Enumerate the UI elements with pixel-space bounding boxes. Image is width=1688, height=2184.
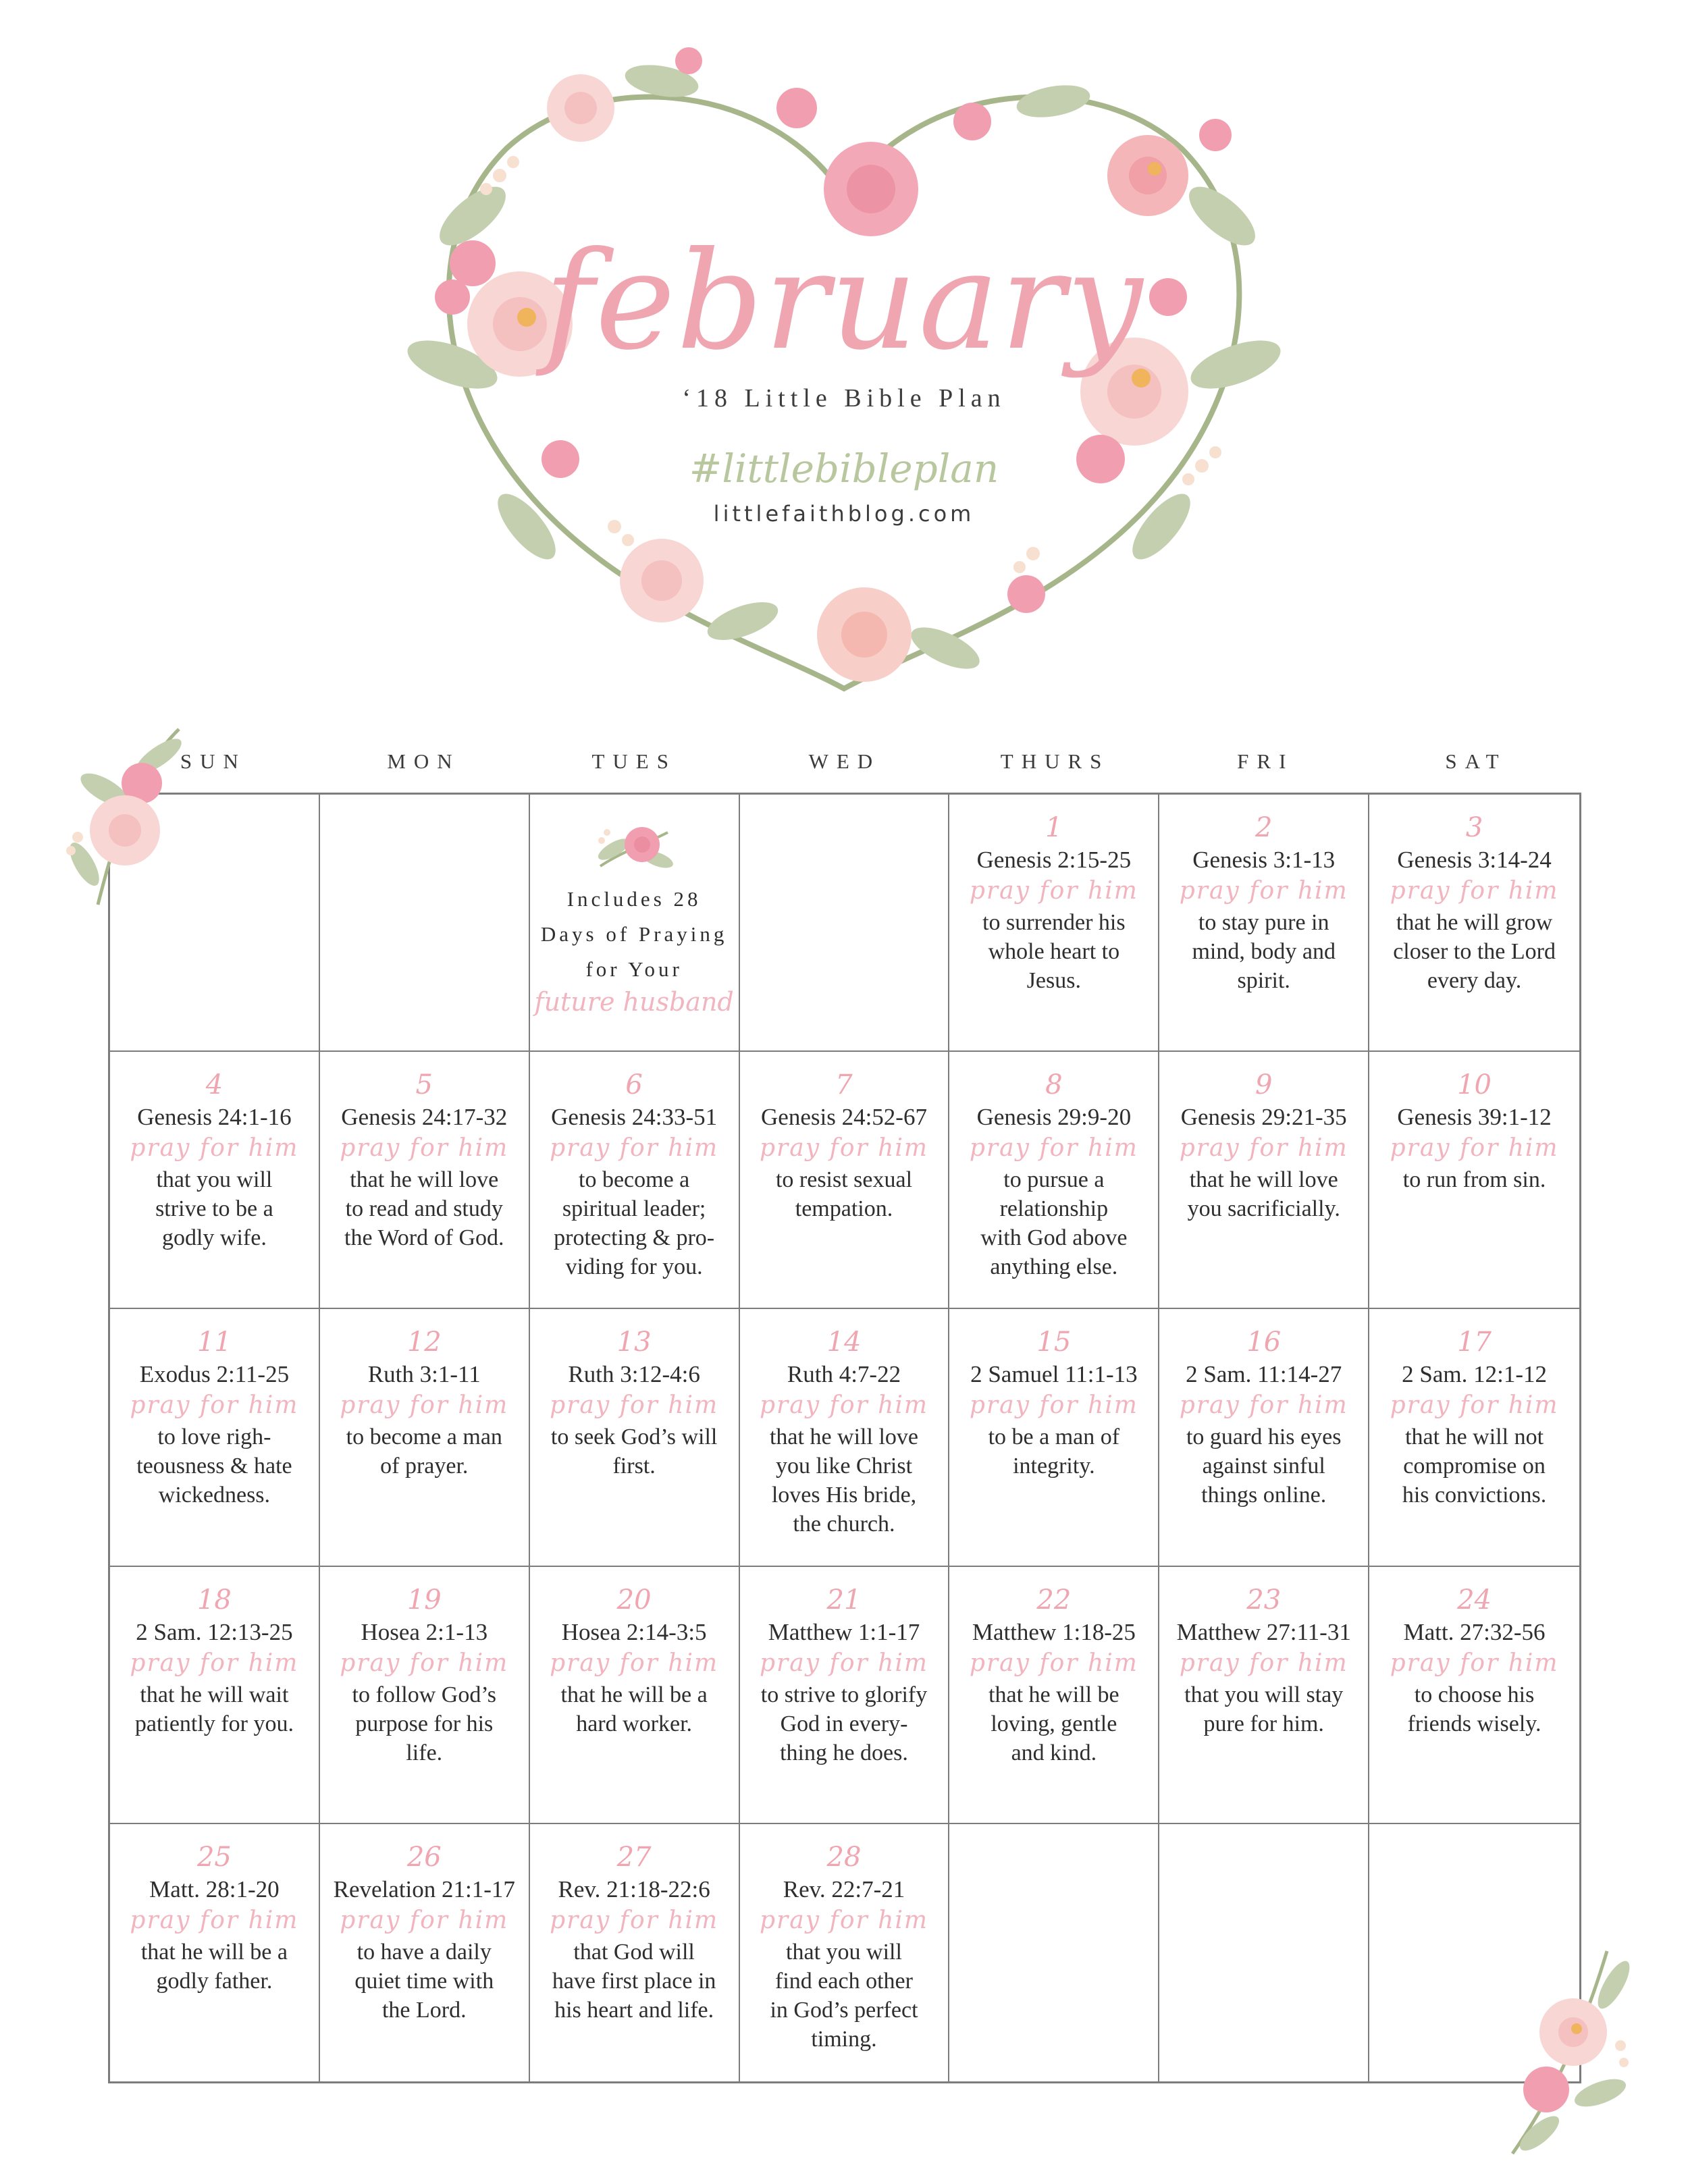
day-number: 8 bbox=[1045, 1069, 1063, 1101]
day-number: 19 bbox=[406, 1584, 442, 1616]
day-cell-16 bbox=[1159, 1309, 1369, 1566]
pray-for-him-label: pray for him bbox=[340, 1906, 509, 1934]
prayer-text-line: strive to be a bbox=[155, 1196, 273, 1222]
prayer-text-line: wickedness. bbox=[158, 1483, 271, 1508]
day-cell-1 bbox=[949, 795, 1159, 1052]
prayer-text-line: integrity. bbox=[1013, 1454, 1095, 1479]
pray-for-him-label: pray for him bbox=[969, 1134, 1138, 1163]
prayer-text-line: that God will bbox=[573, 1939, 695, 1965]
pray-for-him-label: pray for him bbox=[969, 1649, 1138, 1677]
weekday-wed: WED bbox=[808, 749, 881, 773]
scripture-reference: 2 Samuel 11:1-13 bbox=[970, 1361, 1138, 1388]
scripture-reference: Genesis 24:52-67 bbox=[761, 1104, 927, 1131]
promo-cell bbox=[530, 795, 740, 1052]
scripture-reference: Genesis 24:1-16 bbox=[137, 1104, 292, 1131]
scripture-reference: Hosea 2:14-3:5 bbox=[561, 1618, 707, 1645]
prayer-text-line: of prayer. bbox=[380, 1454, 469, 1479]
promo-text-line: Days of Praying bbox=[540, 922, 728, 946]
pray-for-him-label: pray for him bbox=[969, 1391, 1138, 1420]
day-number: 10 bbox=[1457, 1069, 1492, 1101]
prayer-text-line: the church. bbox=[793, 1512, 895, 1537]
day-number: 22 bbox=[1036, 1584, 1072, 1616]
day-cell-7 bbox=[740, 1052, 950, 1309]
day-number: 24 bbox=[1457, 1584, 1492, 1616]
scripture-reference: Genesis 24:17-32 bbox=[341, 1104, 508, 1131]
prayer-text-line: that he will love bbox=[1189, 1167, 1338, 1193]
calendar-grid bbox=[108, 793, 1581, 2083]
prayer-text-line: that he will grow bbox=[1396, 910, 1553, 935]
prayer-text-line: his heart and life. bbox=[554, 1997, 714, 2023]
pray-for-him-label: pray for him bbox=[1179, 1134, 1348, 1163]
pray-for-him-label: pray for him bbox=[760, 1649, 928, 1677]
pray-for-him-label: pray for him bbox=[340, 1649, 509, 1677]
prayer-text-line: that he will love bbox=[350, 1167, 499, 1193]
prayer-text-line: to seek God’s will bbox=[550, 1424, 718, 1450]
prayer-text-line: purpose for his bbox=[355, 1711, 494, 1736]
prayer-text-line: things online. bbox=[1201, 1483, 1327, 1508]
day-number: 23 bbox=[1246, 1584, 1282, 1616]
prayer-text-line: and kind. bbox=[1011, 1740, 1097, 1765]
prayer-text-line: that he will be a bbox=[140, 1939, 288, 1965]
pray-for-him-label: pray for him bbox=[340, 1391, 509, 1420]
day-cell-18 bbox=[110, 1567, 320, 1824]
day-number: 14 bbox=[826, 1327, 862, 1358]
pray-for-him-label: pray for him bbox=[1179, 1391, 1348, 1420]
day-cell-14 bbox=[740, 1309, 950, 1566]
day-cell-27 bbox=[530, 1824, 740, 2081]
scripture-reference: Genesis 3:14-24 bbox=[1397, 847, 1552, 873]
day-number: 11 bbox=[196, 1327, 232, 1358]
day-number: 25 bbox=[196, 1841, 232, 1873]
prayer-text-line: to guard his eyes bbox=[1186, 1424, 1342, 1450]
scripture-reference: Genesis 29:21-35 bbox=[1180, 1104, 1347, 1131]
hashtag: #littlebibleplan bbox=[689, 446, 999, 491]
prayer-text-line: to stay pure in bbox=[1198, 910, 1329, 935]
day-number: 20 bbox=[616, 1584, 652, 1616]
scripture-reference: Genesis 2:15-25 bbox=[976, 847, 1132, 873]
prayer-text-line: mind, body and bbox=[1192, 939, 1336, 964]
scripture-reference: Genesis 29:9-20 bbox=[976, 1104, 1132, 1131]
day-number: 17 bbox=[1457, 1327, 1492, 1358]
empty-cell bbox=[1159, 1824, 1369, 2081]
day-cell-12 bbox=[320, 1309, 530, 1566]
prayer-text-line: you sacrificially. bbox=[1187, 1196, 1340, 1222]
scripture-reference: 2 Sam. 12:1-12 bbox=[1402, 1361, 1547, 1388]
website-url: littlefaithblog.com bbox=[713, 501, 975, 527]
day-cell-6 bbox=[530, 1052, 740, 1309]
day-number: 3 bbox=[1465, 812, 1483, 843]
prayer-text-line: in God’s perfect bbox=[770, 1997, 918, 2023]
prayer-text-line: to strive to glorify bbox=[760, 1682, 928, 1707]
prayer-text-line: godly wife. bbox=[161, 1225, 267, 1251]
day-number: 7 bbox=[835, 1069, 853, 1101]
prayer-text-line: to follow God’s bbox=[352, 1682, 496, 1707]
scripture-reference: Matthew 1:18-25 bbox=[972, 1618, 1136, 1645]
scripture-reference: Matthew 1:1-17 bbox=[768, 1618, 920, 1645]
prayer-text-line: the Word of God. bbox=[344, 1225, 504, 1251]
prayer-text-line: that he will be a bbox=[560, 1682, 708, 1707]
prayer-text-line: to become a man bbox=[346, 1424, 502, 1450]
prayer-text-line: timing. bbox=[811, 2026, 877, 2052]
scripture-reference: Matt. 27:32-56 bbox=[1403, 1618, 1546, 1645]
prayer-text-line: you like Christ bbox=[775, 1454, 913, 1479]
pray-for-him-label: pray for him bbox=[130, 1391, 299, 1420]
prayer-text-line: spiritual leader; bbox=[562, 1196, 706, 1222]
day-number: 2 bbox=[1255, 812, 1273, 843]
pray-for-him-label: pray for him bbox=[1390, 877, 1559, 905]
prayer-text-line: compromise on bbox=[1403, 1454, 1546, 1479]
prayer-text-line: the Lord. bbox=[381, 1997, 467, 2023]
day-cell-23 bbox=[1159, 1567, 1369, 1824]
prayer-text-line: to run from sin. bbox=[1402, 1167, 1546, 1193]
weekday-sat: SAT bbox=[1445, 749, 1507, 773]
day-number: 28 bbox=[826, 1841, 862, 1873]
pray-for-him-label: pray for him bbox=[550, 1134, 719, 1163]
prayer-text-line: against sinful bbox=[1202, 1454, 1325, 1479]
weekday-sun: SUN bbox=[180, 749, 246, 773]
scripture-reference: Matthew 27:11-31 bbox=[1176, 1618, 1351, 1645]
prayer-text-line: have first place in bbox=[552, 1968, 716, 1994]
pray-for-him-label: pray for him bbox=[760, 1134, 928, 1163]
prayer-text-line: tempation. bbox=[795, 1196, 893, 1222]
day-cell-17 bbox=[1369, 1309, 1579, 1566]
empty-cell bbox=[740, 795, 950, 1052]
prayer-text-line: viding for you. bbox=[565, 1254, 703, 1280]
prayer-text-line: quiet time with bbox=[354, 1968, 494, 1994]
day-cell-5 bbox=[320, 1052, 530, 1309]
day-number: 5 bbox=[415, 1069, 433, 1101]
prayer-text-line: first. bbox=[612, 1454, 656, 1479]
prayer-text-line: God in every- bbox=[780, 1711, 908, 1736]
pray-for-him-label: pray for him bbox=[1179, 1649, 1348, 1677]
prayer-text-line: life. bbox=[406, 1740, 443, 1765]
day-number: 16 bbox=[1246, 1327, 1282, 1358]
day-number: 18 bbox=[196, 1584, 232, 1616]
pray-for-him-label: pray for him bbox=[1390, 1649, 1559, 1677]
prayer-text-line: that he will wait bbox=[140, 1682, 289, 1707]
day-cell-11 bbox=[110, 1309, 320, 1566]
day-number: 12 bbox=[406, 1327, 442, 1358]
prayer-text-line: that he will be bbox=[988, 1682, 1119, 1707]
scripture-reference: Exodus 2:11-25 bbox=[139, 1361, 290, 1388]
prayer-text-line: relationship bbox=[999, 1196, 1109, 1222]
scripture-reference: Ruth 3:12-4:6 bbox=[568, 1361, 700, 1388]
day-cell-15 bbox=[949, 1309, 1159, 1566]
pray-for-him-label: pray for him bbox=[340, 1134, 509, 1163]
prayer-text-line: with God above bbox=[980, 1225, 1128, 1251]
day-number: 1 bbox=[1045, 812, 1063, 843]
scripture-reference: Revelation 21:1-17 bbox=[333, 1875, 515, 1902]
promo-text-line: Includes 28 bbox=[566, 887, 702, 911]
prayer-text-line: to choose his bbox=[1414, 1682, 1535, 1707]
scripture-reference: Hosea 2:1-13 bbox=[361, 1618, 488, 1645]
day-cell-3 bbox=[1369, 795, 1579, 1052]
pray-for-him-label: pray for him bbox=[550, 1906, 719, 1934]
pray-for-him-label: pray for him bbox=[760, 1391, 928, 1420]
scripture-reference: Rev. 21:18-22:6 bbox=[558, 1875, 710, 1902]
prayer-text-line: his convictions. bbox=[1402, 1483, 1547, 1508]
prayer-text-line: that you will stay bbox=[1184, 1682, 1344, 1707]
promo-script-text: future husband bbox=[534, 987, 734, 1017]
pray-for-him-label: pray for him bbox=[1390, 1134, 1559, 1163]
pray-for-him-label: pray for him bbox=[969, 877, 1138, 905]
day-cell-20 bbox=[530, 1567, 740, 1824]
scripture-reference: Rev. 22:7-21 bbox=[783, 1875, 905, 1902]
pray-for-him-label: pray for him bbox=[1179, 877, 1348, 905]
day-number: 15 bbox=[1036, 1327, 1072, 1358]
prayer-text-line: to become a bbox=[579, 1167, 690, 1193]
prayer-text-line: loving, gentle bbox=[991, 1711, 1117, 1736]
scripture-reference: Genesis 24:33-51 bbox=[551, 1104, 718, 1131]
header bbox=[0, 0, 1688, 716]
prayer-text-line: patiently for you. bbox=[134, 1711, 294, 1736]
prayer-text-line: friends wisely. bbox=[1407, 1711, 1541, 1736]
day-number: 26 bbox=[406, 1841, 442, 1873]
day-cell-24 bbox=[1369, 1567, 1579, 1824]
scripture-reference: Genesis 3:1-13 bbox=[1192, 847, 1336, 873]
pray-for-him-label: pray for him bbox=[130, 1906, 299, 1934]
day-cell-22 bbox=[949, 1567, 1159, 1824]
prayer-text-line: that he will love bbox=[769, 1424, 918, 1450]
prayer-text-line: spirit. bbox=[1237, 968, 1290, 993]
prayer-text-line: Jesus. bbox=[1026, 968, 1081, 993]
day-cell-4 bbox=[110, 1052, 320, 1309]
prayer-text-line: that you will bbox=[786, 1939, 902, 1965]
pray-for-him-label: pray for him bbox=[1390, 1391, 1559, 1420]
day-number: 4 bbox=[205, 1069, 223, 1101]
prayer-text-line: teousness & hate bbox=[136, 1454, 292, 1479]
weekday-thurs: THURS bbox=[1000, 749, 1110, 773]
corner-flower-top-left-icon bbox=[57, 716, 192, 918]
prayer-text-line: to pursue a bbox=[1003, 1167, 1105, 1193]
prayer-text-line: whole heart to bbox=[988, 939, 1120, 964]
prayer-text-line: to have a daily bbox=[357, 1939, 492, 1965]
day-cell-10 bbox=[1369, 1052, 1579, 1309]
day-number: 6 bbox=[625, 1069, 643, 1101]
scripture-reference: Ruth 4:7-22 bbox=[787, 1361, 901, 1388]
day-cell-26 bbox=[320, 1824, 530, 2081]
prayer-text-line: thing he does. bbox=[780, 1740, 908, 1765]
prayer-text-line: every day. bbox=[1427, 968, 1522, 993]
pray-for-him-label: pray for him bbox=[760, 1906, 928, 1934]
day-cell-19 bbox=[320, 1567, 530, 1824]
prayer-text-line: pure for him. bbox=[1203, 1711, 1324, 1736]
day-cell-2 bbox=[1159, 795, 1369, 1052]
scripture-reference: Ruth 3:1-11 bbox=[367, 1361, 481, 1388]
empty-cell bbox=[320, 795, 530, 1052]
prayer-text-line: to read and study bbox=[345, 1196, 503, 1222]
scripture-reference: Genesis 39:1-12 bbox=[1397, 1104, 1552, 1131]
prayer-text-line: that you will bbox=[156, 1167, 273, 1193]
day-number: 9 bbox=[1255, 1069, 1273, 1101]
pray-for-him-label: pray for him bbox=[550, 1391, 719, 1420]
weekday-fri: FRI bbox=[1237, 749, 1294, 773]
promo-text-line: for Your bbox=[585, 957, 683, 981]
corner-flower-bottom-right-icon bbox=[1485, 1938, 1634, 2160]
scripture-reference: Matt. 28:1-20 bbox=[149, 1875, 280, 1902]
day-number: 27 bbox=[616, 1841, 652, 1873]
day-cell-9 bbox=[1159, 1052, 1369, 1309]
prayer-text-line: to be a man of bbox=[988, 1424, 1120, 1450]
prayer-text-line: to surrender his bbox=[982, 910, 1126, 935]
day-number: 21 bbox=[826, 1584, 862, 1616]
pray-for-him-label: pray for him bbox=[130, 1649, 299, 1677]
prayer-text-line: hard worker. bbox=[576, 1711, 693, 1736]
weekday-mon: MON bbox=[387, 749, 460, 773]
empty-cell bbox=[949, 1824, 1159, 2081]
month-title: february bbox=[544, 223, 1144, 380]
day-cell-28 bbox=[740, 1824, 950, 2081]
prayer-text-line: to love righ- bbox=[157, 1424, 271, 1450]
scripture-reference: 2 Sam. 12:13-25 bbox=[136, 1618, 293, 1645]
prayer-text-line: protecting & pro- bbox=[554, 1225, 715, 1251]
weekday-header-row bbox=[108, 749, 1581, 783]
prayer-text-line: that he will not bbox=[1405, 1424, 1544, 1450]
pray-for-him-label: pray for him bbox=[550, 1649, 719, 1677]
pray-for-him-label: pray for him bbox=[130, 1134, 299, 1163]
prayer-text-line: loves His bride, bbox=[771, 1483, 917, 1508]
small-flower-icon bbox=[587, 812, 681, 880]
plan-subtitle: ‘18 Little Bible Plan bbox=[682, 384, 1006, 412]
day-cell-8 bbox=[949, 1052, 1159, 1309]
weekday-tues: TUES bbox=[591, 749, 677, 773]
prayer-text-line: closer to the Lord bbox=[1393, 939, 1556, 964]
day-cell-25 bbox=[110, 1824, 320, 2081]
prayer-text-line: godly father. bbox=[156, 1968, 273, 1994]
day-cell-13 bbox=[530, 1309, 740, 1566]
prayer-text-line: to resist sexual bbox=[775, 1167, 913, 1193]
day-cell-21 bbox=[740, 1567, 950, 1824]
prayer-text-line: anything else. bbox=[990, 1254, 1118, 1280]
day-number: 13 bbox=[616, 1327, 652, 1358]
prayer-text-line: find each other bbox=[775, 1968, 913, 1994]
scripture-reference: 2 Sam. 11:14-27 bbox=[1186, 1361, 1342, 1388]
